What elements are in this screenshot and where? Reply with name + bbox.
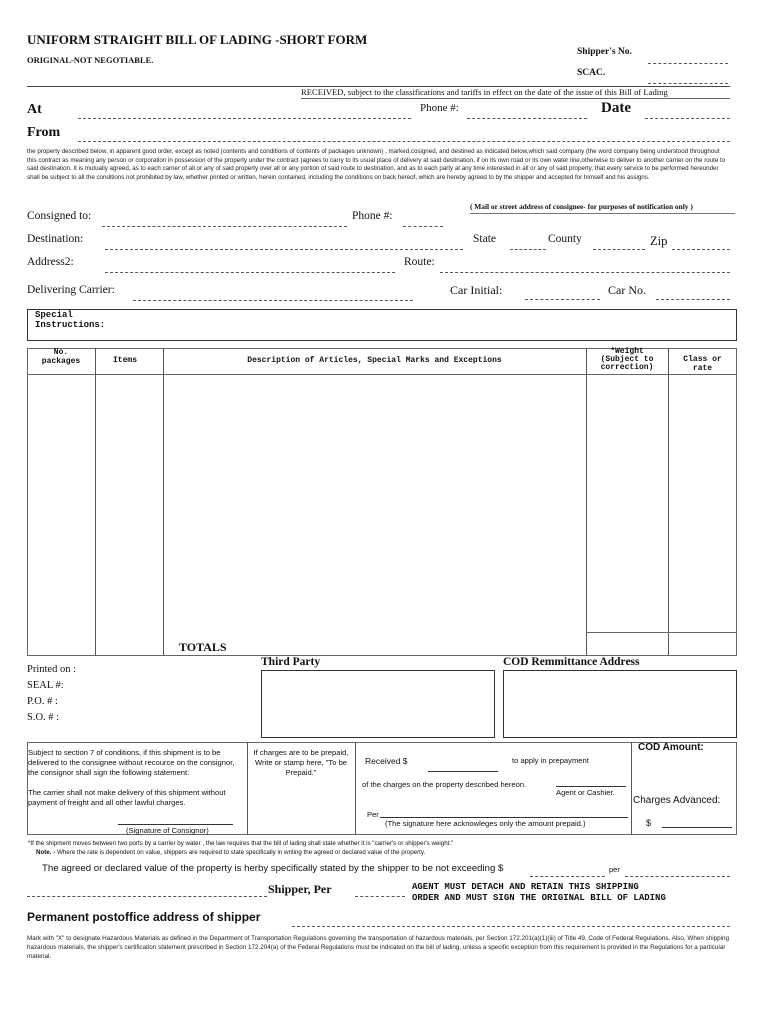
agent-signature-line[interactable]	[556, 786, 626, 787]
route-label: Route:	[404, 256, 435, 268]
from-label: From	[27, 125, 61, 140]
col-divider-2	[163, 348, 164, 656]
county-field[interactable]	[593, 249, 645, 250]
per-signature-line[interactable]	[380, 817, 628, 818]
form-subtitle: ORIGINAL-NOT NEGOTIABLE.	[27, 55, 154, 65]
delivering-carrier-label: Delivering Carrier:	[27, 284, 115, 296]
conditions-divider-2	[355, 742, 356, 835]
dollar-label: $	[646, 818, 652, 828]
mail-note: ( Mail or street address of consignee- for purposes of notification only )	[470, 202, 693, 211]
received-underline	[301, 98, 730, 99]
shippers-no-label: Shipper's No.	[577, 47, 632, 57]
totals-label: TOTALS	[179, 640, 227, 654]
hazmat-text: Mark with "X" to designate Hazardous Materials as defined in the Department of Transportation Regulations governing the transportation of hazardous materials, per Section 172.201(a)(1)(iii) of Title 49, Code of Federal Regulations. Also, When shipping hazardous materials, the shipper's certification statement prescribed in Section 172.204(a) of the Federal Regulations must be indicated on the bill of lading, unless a specific exception from this requirement is provided in the Regulations for a particular material.	[27, 935, 730, 960]
terms-text: the property described below, in apparent good order, except as noted (contents and conditions of contents of packages unknown) , marked,cosigned, and destined as indicated below,which said company (the word company being understood throughout this contract as meaning any person or corporation in possession of the property under the contract )agrees to carry to its usual place of delivery at said destination, if on its own road or its own water line,otherwise to deliver to another carrier on the route to said destination. It is mutually agreed, as to each carrier of all or any of said property over all or any portion of said route to destination, and as to each party at any time interested in all or any of said property, that every service to be performed hereunder shall be subject to all the conditions not prohibited by law, whether printed or written, herein contained, including the conditions on back hereof, which are hereby agreed to by the shipper and accepted for himself and his assigns.	[27, 148, 726, 181]
col-header-weight-1: *Weight	[610, 347, 644, 356]
per-label: Per	[367, 810, 379, 819]
conditions-divider-1	[247, 742, 248, 835]
at-label: At	[27, 102, 42, 117]
po-label: P.O. # :	[27, 696, 58, 707]
charges-advanced-label: Charges Advanced:	[633, 795, 721, 806]
consigned-to-label: Consigned to:	[27, 210, 92, 222]
charges-advanced-line[interactable]	[662, 827, 732, 828]
section7-text-2: The carrier shall not make delivery of this shipment without payment of freight and all other lawful charges.	[28, 788, 226, 807]
car-initial-label: Car Initial:	[450, 283, 503, 297]
received-amount-line[interactable]	[428, 771, 498, 772]
scac-field[interactable]	[648, 83, 728, 84]
shippers-no-field[interactable]	[648, 63, 728, 64]
section7-text-1: Subject to section 7 of conditions, if this shipment is to be delivered to the consignee without recource on the consignor, the consignor shall sign the following statement:	[28, 748, 235, 777]
address2-label: Address2:	[27, 256, 74, 268]
scac-label: SCAC.	[577, 68, 606, 78]
date-field[interactable]	[645, 118, 730, 119]
special-instructions-label-2: Instructions:	[35, 320, 106, 330]
state-label: State	[473, 233, 496, 245]
third-party-box[interactable]	[261, 670, 495, 738]
county-label: County	[548, 233, 582, 245]
col-divider-3	[586, 348, 587, 656]
received-text: RECEIVED, subject to the classifications and tariffs in effect on the date of the issue of this Bill of Lading	[301, 87, 668, 97]
col-divider-4	[668, 348, 669, 656]
seal-label: SEAL #:	[27, 680, 64, 691]
zip-field[interactable]	[672, 249, 730, 250]
col-header-description: Description of Articles, Special Marks and Exceptions	[247, 356, 502, 365]
address2-field[interactable]	[105, 272, 395, 273]
signature-note: (The signature here acknowleges only the amount prepaid.)	[385, 819, 586, 828]
col-header-packages-2: packages	[41, 357, 81, 366]
form-title: UNIFORM STRAIGHT BILL OF LADING -SHORT FORM	[27, 32, 368, 47]
articles-table	[27, 348, 737, 656]
permanent-address-label: Permanent postoffice address of shipper	[27, 910, 261, 924]
car-no-field[interactable]	[656, 299, 730, 300]
received-dollar-label: Received $	[365, 756, 408, 766]
rate-note-bold: Note. -	[36, 849, 56, 856]
route-field[interactable]	[440, 272, 730, 273]
cod-remittance-box[interactable]	[503, 670, 737, 738]
phone-field-top[interactable]	[467, 118, 587, 119]
apply-prepayment-text: to apply in prepayment	[512, 756, 589, 765]
agent-cashier-text: Agent or Cashier.	[556, 788, 615, 797]
shipper-signature-field[interactable]	[27, 896, 267, 897]
charges-text: of the charges on the property described hereon.	[362, 780, 527, 789]
special-instructions-label-1: Special	[35, 310, 73, 320]
permanent-address-field[interactable]	[292, 926, 730, 927]
destination-label: Destination:	[27, 233, 84, 245]
printed-on-label: Printed on :	[27, 664, 76, 675]
value-per-label: per	[609, 865, 620, 874]
mail-note-underline	[470, 213, 735, 214]
prepaid-text: If charges are to be prepaid, Write or stamp here, "To be Prepaid."	[253, 748, 349, 777]
third-party-label: Third Party	[261, 656, 321, 668]
table-header-divider	[27, 374, 737, 375]
col-header-weight-3: correction)	[600, 363, 654, 372]
destination-field[interactable]	[105, 249, 463, 250]
agent-must-line-1: AGENT MUST DETACH AND RETAIN THIS SHIPPING	[412, 882, 639, 892]
col-header-packages-1: No.	[53, 348, 69, 357]
state-field[interactable]	[510, 249, 546, 250]
rate-note	[36, 849, 425, 856]
table-totals-divider	[586, 632, 737, 633]
so-label: S.O. # :	[27, 712, 60, 723]
agreed-value-text: The agreed or declared value of the property is herby specifically stated by the shipper to be not exceeding $	[42, 863, 504, 874]
col-header-items: Items	[112, 356, 137, 365]
col-header-class-2: rate	[692, 364, 713, 373]
date-label: Date	[601, 100, 631, 116]
zip-label: Zip	[650, 234, 668, 248]
consigned-to-field[interactable]	[102, 226, 347, 227]
conditions-divider-3	[631, 742, 632, 835]
signature-consignor-label: (Signature of Consignor)	[126, 826, 209, 835]
cod-amount-label: COD Amount:	[638, 742, 704, 753]
water-note: *If the shipment moves between two ports by a carrier by water , the law requires that the bill of lading shall state whether it is "carrier's or shipper's weight."	[28, 840, 454, 847]
car-initial-field[interactable]	[525, 299, 600, 300]
phone-field-consignee[interactable]	[403, 226, 443, 227]
consignor-signature-line[interactable]	[118, 824, 233, 825]
shipper-per-field[interactable]	[355, 896, 405, 897]
col-header-weight-2: (Subject to	[600, 355, 654, 364]
special-instructions-box[interactable]	[27, 309, 737, 341]
car-no-label: Car No.	[608, 283, 646, 297]
rate-note-text: Where the rate is dependent on value, shippers are required to state specifically in writing the agreed or declared value of the property.	[55, 849, 426, 856]
delivering-carrier-field[interactable]	[133, 300, 413, 301]
col-header-class-1: Class or	[683, 355, 722, 364]
cod-remittance-label: COD Remmittance Address	[503, 656, 640, 668]
phone-label-top: Phone #:	[420, 102, 459, 114]
agent-must-line-2: ORDER AND MUST SIGN THE ORIGINAL BILL OF LADING	[412, 893, 666, 903]
value-per-field[interactable]	[625, 876, 730, 877]
at-field[interactable]	[78, 118, 411, 119]
agreed-value-field[interactable]	[530, 876, 605, 877]
phone-label-consignee: Phone #:	[352, 210, 393, 222]
from-field[interactable]	[78, 141, 730, 142]
col-divider-1	[95, 348, 96, 656]
shipper-per-label: Shipper, Per	[268, 882, 332, 896]
